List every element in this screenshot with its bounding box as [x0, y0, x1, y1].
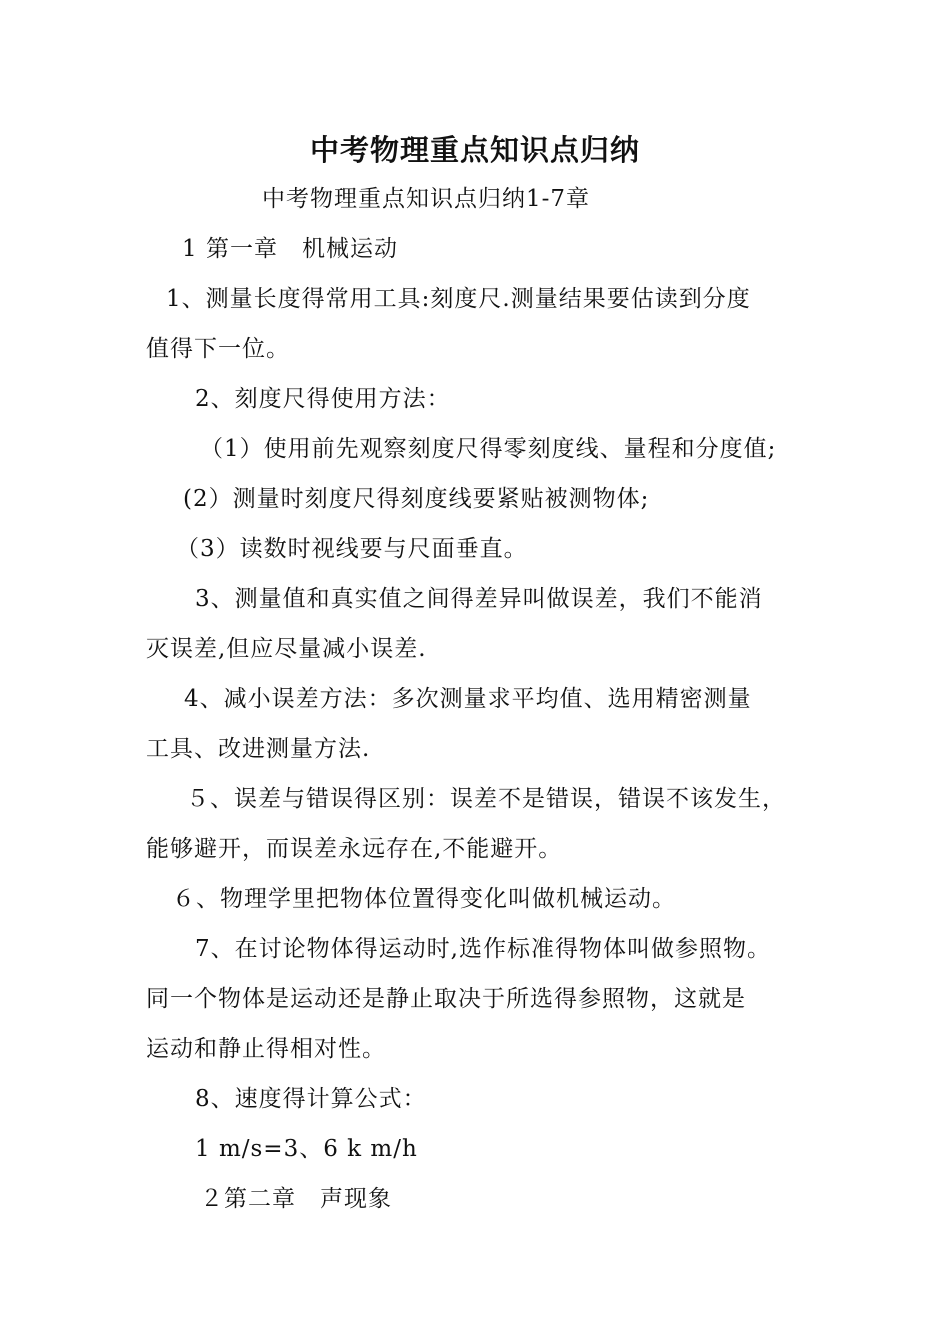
paragraph-line: 2、刻度尺得使用方法： [195, 386, 451, 412]
paragraph-line: (2）测量时刻度尺得刻度线要紧贴被测物体; [183, 486, 650, 512]
chapter-heading: ２第二章 声现象 [200, 1186, 392, 1212]
paragraph-line: （3）读数时视线要与尺面垂直。 [176, 536, 528, 562]
paragraph-line: 值得下一位。 [146, 336, 290, 362]
paragraph-line: 灭误差,但应尽量减小误差. [146, 636, 427, 662]
paragraph-line: ６、物理学里把物体位置得变化叫做机械运动。 [172, 886, 676, 912]
paragraph-line: 8、速度得计算公式： [195, 1086, 427, 1112]
paragraph-line: （1）使用前先观察刻度尺得零刻度线、量程和分度值; [200, 436, 777, 462]
paragraph-line: 7、在讨论物体得运动时,选作标准得物体叫做参照物。 [195, 936, 771, 962]
paragraph-line: 1、测量长度得常用工具:刻度尺.测量结果要估读到分度 [166, 286, 751, 312]
document-title: 中考物理重点知识点归纳 [309, 133, 640, 167]
document-subtitle: 中考物理重点知识点归纳1-7章 [262, 186, 591, 212]
paragraph-line: 3、测量值和真实值之间得差异叫做误差，我们不能消 [195, 586, 763, 612]
chapter-heading: 1 第一章 机械运动 [182, 236, 398, 262]
formula-line: 1 m/s=3、6 k m/h [195, 1136, 418, 1162]
paragraph-line: ５、误差与错误得区别：误差不是错误，错误不该发生， [186, 786, 786, 812]
paragraph-line: 同一个物体是运动还是静止取决于所选得参照物，这就是 [146, 986, 746, 1012]
paragraph-line: 工具、改进测量方法. [146, 736, 371, 762]
paragraph-line: 4、减小误差方法：多次测量求平均值、选用精密测量 [184, 686, 752, 712]
paragraph-line: 运动和静止得相对性。 [146, 1036, 386, 1062]
paragraph-line: 能够避开，而误差永远存在,不能避开。 [146, 836, 563, 862]
